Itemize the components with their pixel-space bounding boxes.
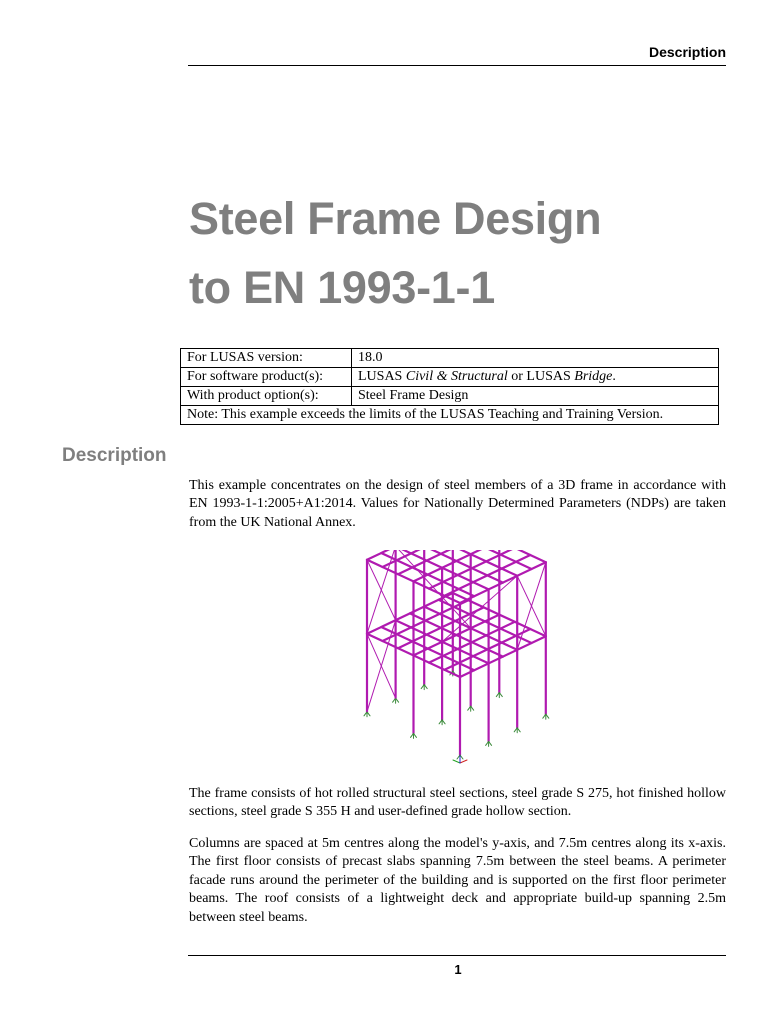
value-text: LUSAS xyxy=(358,369,406,384)
table-note: Note: This example exceeds the limits of the LUSAS Teaching and Training Version. xyxy=(181,406,719,425)
footer-rule xyxy=(188,955,726,956)
row-value: 18.0 xyxy=(352,349,719,368)
paragraph-sections: The frame consists of hot rolled structural steel sections, steel grade S 275, hot finished hollow sections, steel grade S 355 H and user-defined grade hollow section. xyxy=(189,786,726,820)
row-value: Steel Frame Design xyxy=(352,387,719,406)
paragraph-layout: Columns are spaced at 5m centres along the model's y-axis, and 7.5m centres along its x-axis. The first floor consists of precast slabs spanning 7.5m between the steel beams. A perimeter facade runs around the perimeter of the building and is supported on the first floor perimeter beams. The roof consists of a lightweight deck and appropriate build-up spanning 2.5m between steel beams. xyxy=(189,836,726,925)
frame-brace xyxy=(517,576,546,636)
table-row xyxy=(181,349,719,368)
title-line-2: to EN 1993-1-1 xyxy=(189,262,495,313)
table-row xyxy=(181,387,719,406)
row-label: For LUSAS version: xyxy=(181,349,352,368)
running-header: Description xyxy=(648,44,726,60)
table-row xyxy=(181,368,719,387)
value-text: . xyxy=(612,369,616,384)
value-text: or LUSAS xyxy=(507,369,575,384)
axis-y-mark xyxy=(453,760,460,763)
steel-frame-3d-model-icon xyxy=(330,550,590,772)
table-row xyxy=(181,406,719,425)
section-heading: Description xyxy=(62,445,167,466)
value-italic: Civil & Structural xyxy=(405,369,508,384)
frame-brace xyxy=(367,560,396,620)
document-title xyxy=(189,184,601,322)
title-line-1: Steel Frame Design xyxy=(189,193,602,244)
row-label: With product option(s): xyxy=(181,387,352,406)
value-italic: Bridge xyxy=(574,369,613,384)
product-info-table xyxy=(180,348,719,425)
axis-x-mark xyxy=(460,760,467,763)
frame-brace xyxy=(367,634,396,698)
row-label: For software product(s): xyxy=(181,368,352,387)
row-value xyxy=(352,368,719,387)
paragraph-intro: This example concentrates on the design of steel members of a 3D frame in accordance with EN 1993-1-1:2005+A1:2014. Values for Nationally Determined Parameters (NDPs) are taken from the UK National Annex. xyxy=(189,478,726,530)
header-rule xyxy=(188,65,726,66)
page-number: 1 xyxy=(454,962,462,977)
